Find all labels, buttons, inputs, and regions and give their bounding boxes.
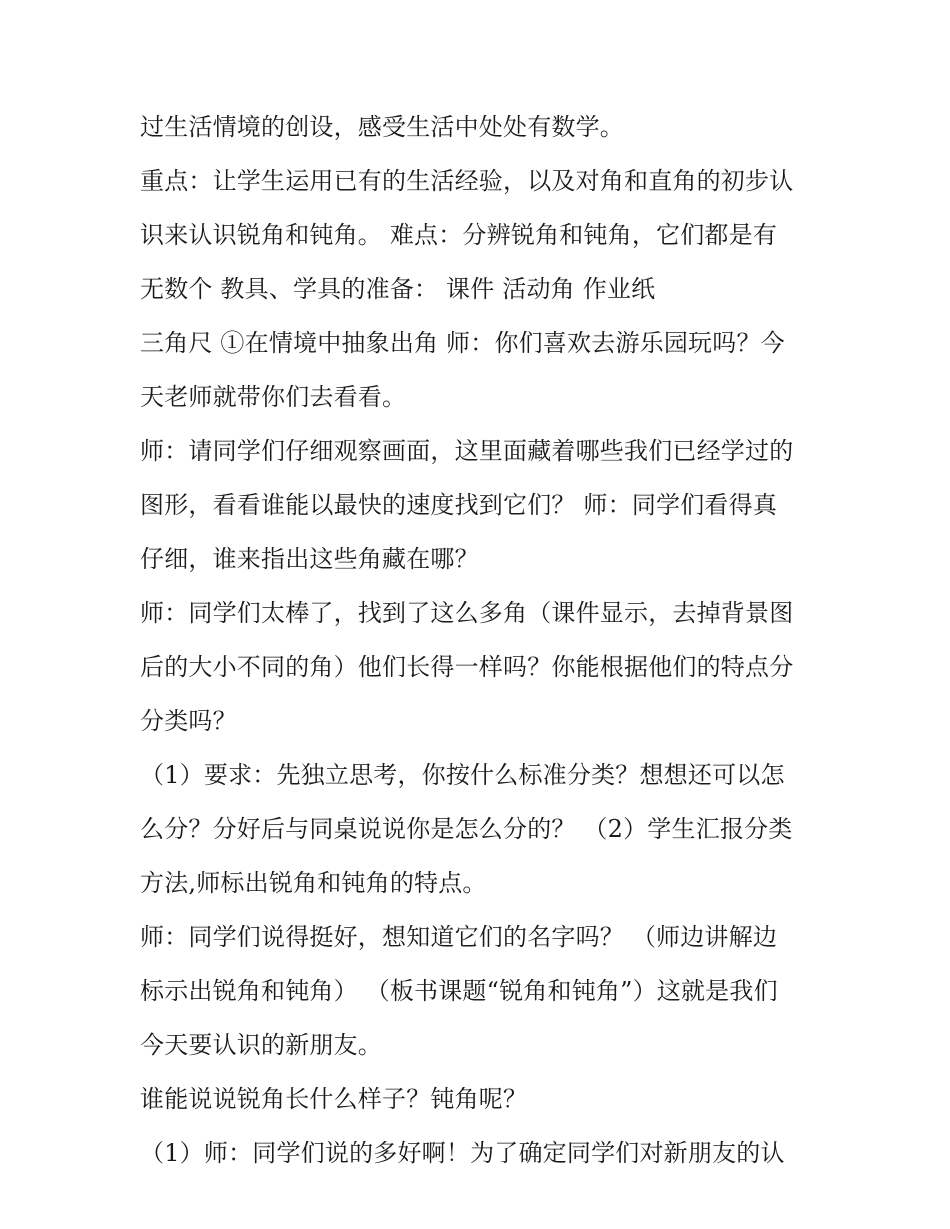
text-line: 仔细，谁来指出这些角藏在哪？ — [140, 545, 479, 573]
text-line: 识来认识锐角和钝角。 难点：分辨锐角和钝角，它们都是有 — [140, 221, 778, 249]
text-line: 后的大小不同的角）他们长得一样吗？你能根据他们的特点分 — [140, 653, 794, 681]
text-line: 今天要认识的新朋友。 — [140, 1031, 382, 1059]
text-line: 么分？分好后与同桌说说你是怎么分的？ （2）学生汇报分类 — [140, 815, 793, 843]
text-line: 过生活情境的创设，感受生活中处处有数学。 — [140, 113, 624, 141]
text-line: 谁能说说锐角长什么样子？钝角呢？ — [140, 1085, 528, 1113]
text-line: 师：请同学们仔细观察画面，这里面藏着哪些我们已经学过的 — [140, 437, 794, 465]
text-line: 分类吗？ — [140, 707, 237, 735]
text-line: （1）师：同学们说的多好啊！为了确定同学们对新朋友的认 — [140, 1139, 785, 1167]
text-line: 师：同学们说得挺好，想知道它们的名字吗？ （师边讲解边 — [140, 923, 778, 951]
text-line: 重点：让学生运用已有的生活经验，以及对角和直角的初步认 — [140, 167, 794, 195]
document-body — [140, 100, 820, 1180]
text-line: 三角尺 ①在情境中抽象出角 师：你们喜欢去游乐园玩吗？今 — [140, 329, 785, 357]
text-line: 天老师就带你们去看看。 — [140, 383, 407, 411]
text-line: 师：同学们太棒了，找到了这么多角（课件显示，去掉背景图 — [140, 599, 794, 627]
text-line: 图形，看看谁能以最快的速度找到它们？ 师：同学们看得真 — [140, 491, 778, 519]
text-line: （1）要求：先独立思考，你按什么标准分类？想想还可以怎 — [140, 761, 785, 789]
text-line: 方法,师标出锐角和钝角的特点。 — [140, 869, 487, 897]
text-line: 标示出锐角和钝角） （板书课题“锐角和钝角”）这就是我们 — [140, 977, 778, 1005]
text-line: 无数个 教具、学具的准备： 课件 活动角 作业纸 — [140, 275, 656, 303]
